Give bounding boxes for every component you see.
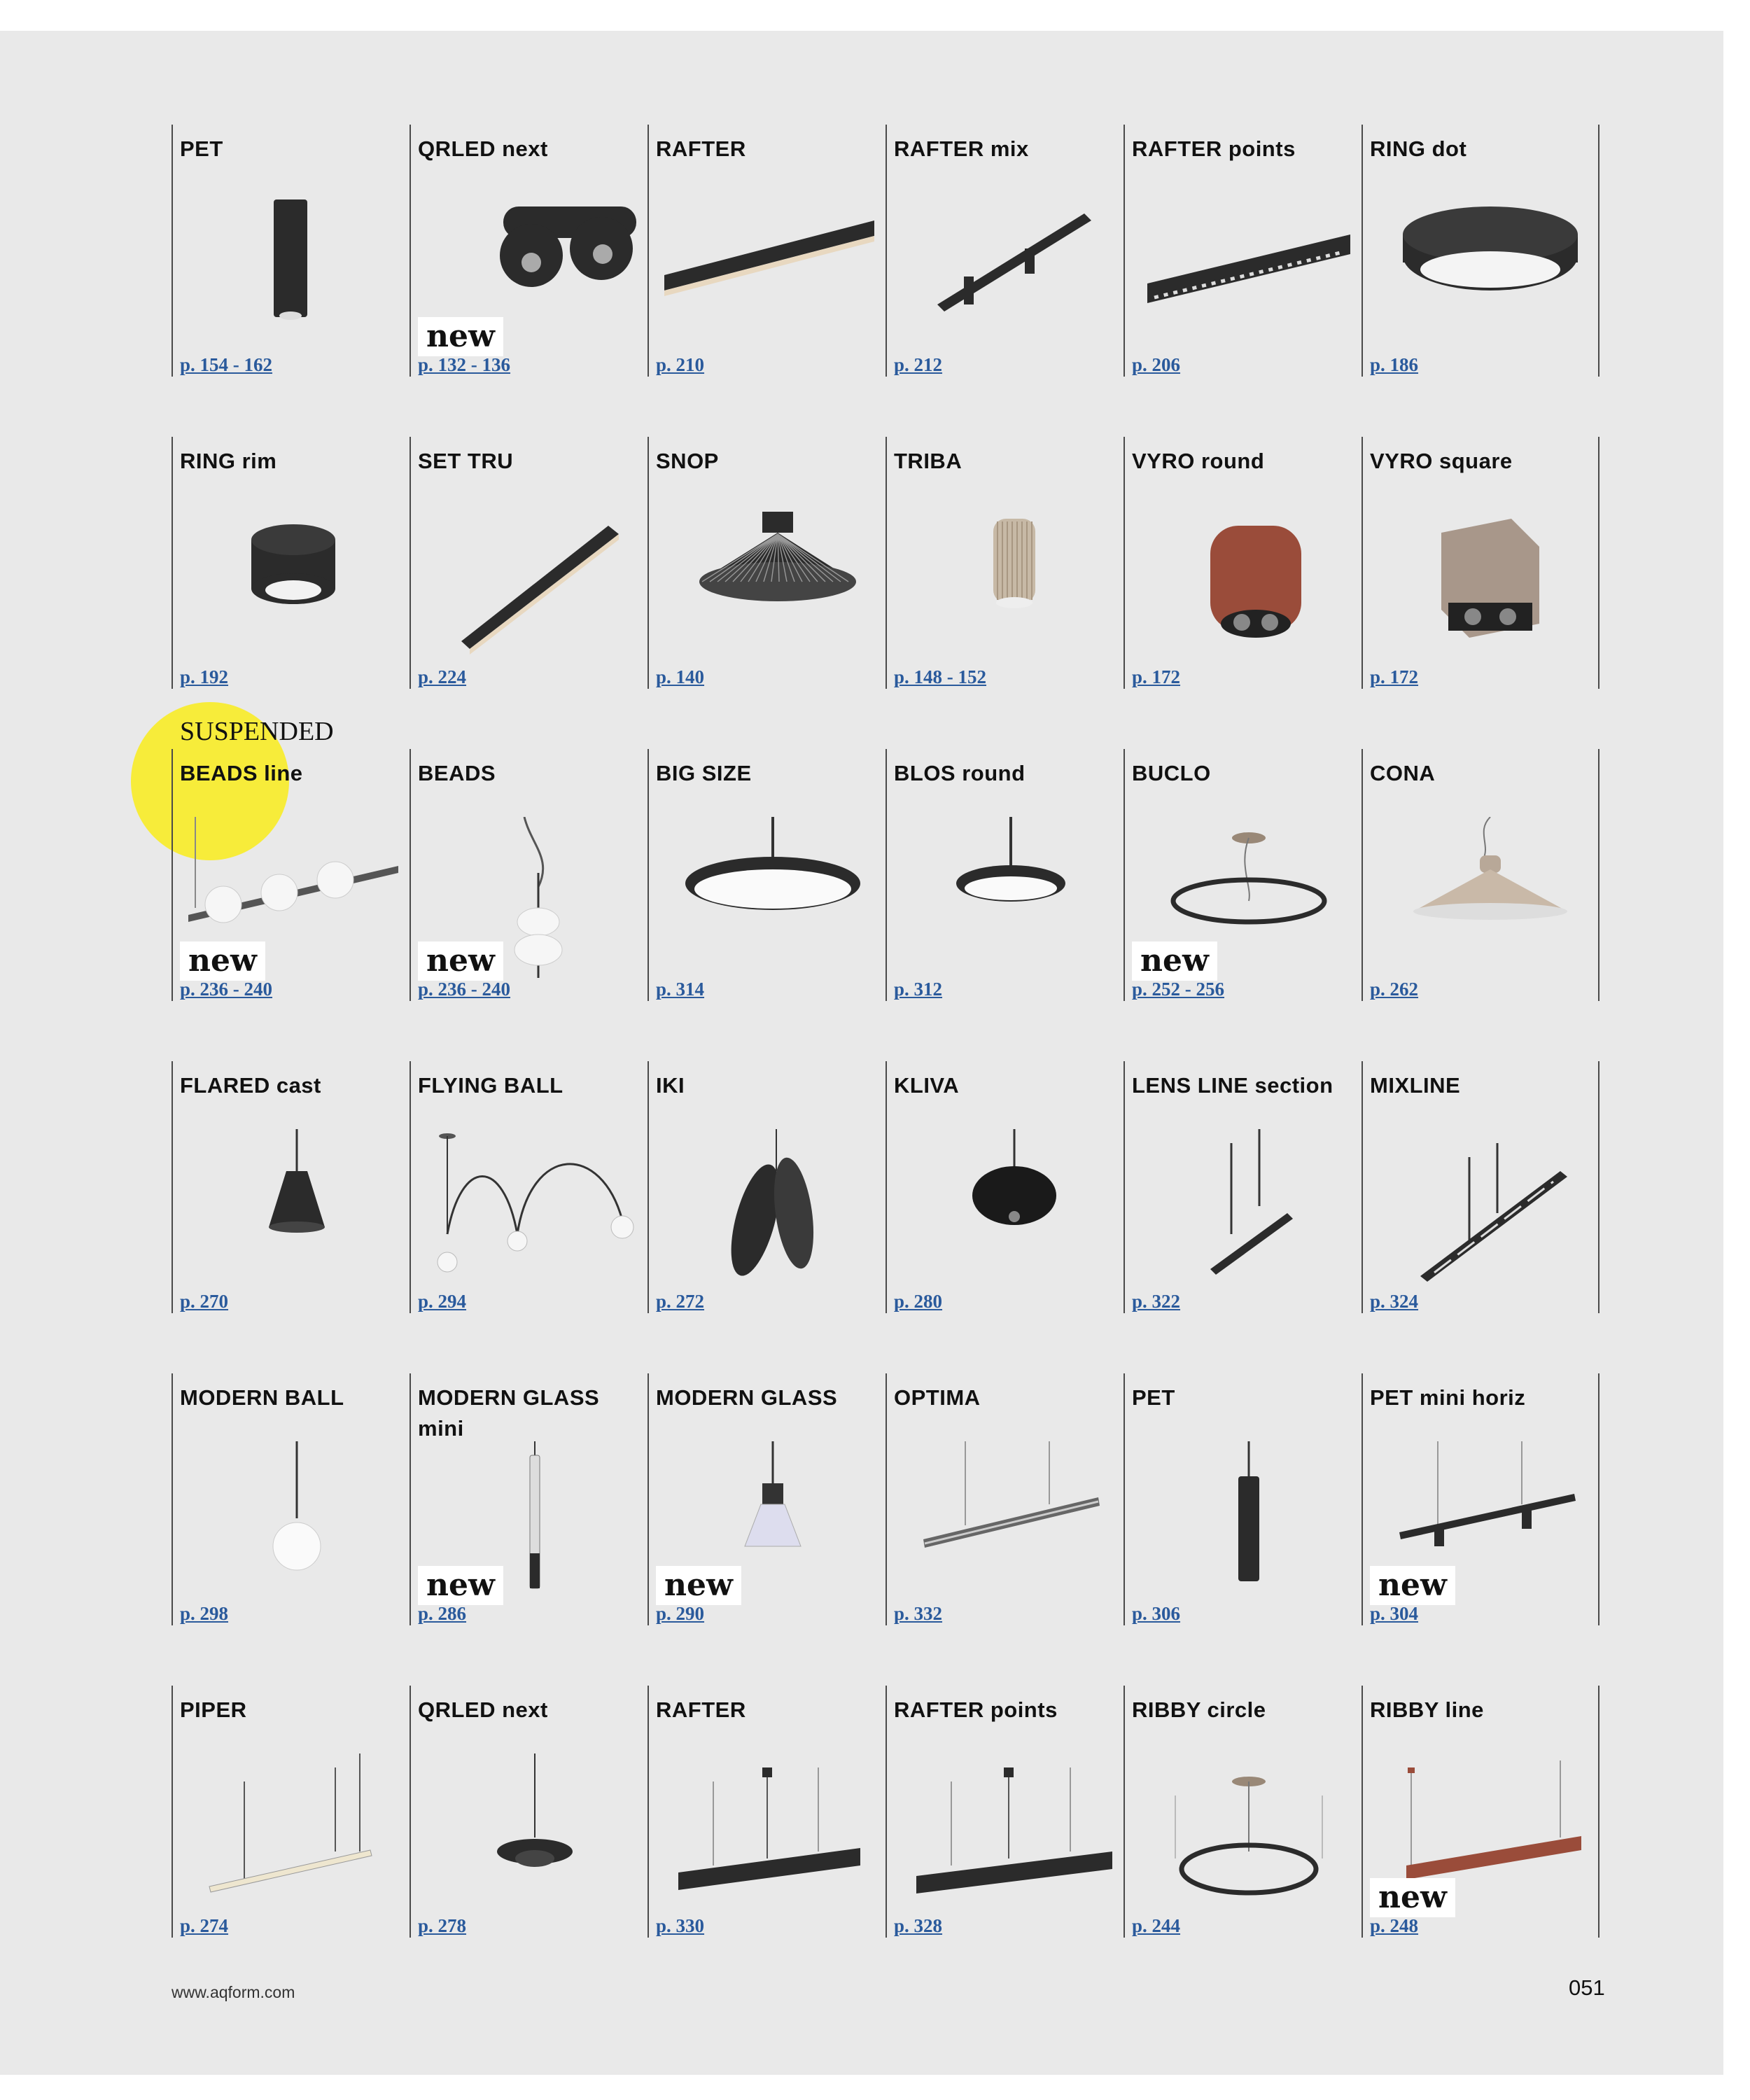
page-link[interactable]: p. 236 - 240	[180, 979, 273, 1000]
product-card[interactable]	[1124, 1654, 1362, 1966]
round-downlight-icon	[181, 505, 405, 666]
product-card[interactable]	[410, 93, 648, 405]
product-name: PIPER	[180, 1698, 247, 1722]
cylinder-spot-icon	[181, 192, 405, 354]
ring-ceiling-icon	[1371, 192, 1595, 354]
product-name: MODERN GLASS	[656, 1385, 838, 1410]
cone-pendant-icon	[1371, 817, 1595, 978]
page-link[interactable]: p. 132 - 136	[418, 354, 511, 375]
product-name: FLYING BALL	[418, 1073, 564, 1098]
page-link[interactable]: p. 312	[894, 979, 943, 1000]
glass-ball-icon	[181, 1441, 405, 1602]
big-disc-pendant-icon	[657, 817, 881, 978]
page-link[interactable]: p. 314	[656, 979, 705, 1000]
track-spot-icon	[895, 192, 1119, 354]
page-link[interactable]: p. 270	[180, 1291, 229, 1312]
product-card[interactable]	[410, 1654, 648, 1966]
page-link[interactable]: p. 298	[180, 1603, 229, 1624]
page-link[interactable]: p. 324	[1370, 1291, 1419, 1312]
diagonal-linear-icon	[419, 505, 643, 666]
new-badge: new	[656, 1566, 741, 1605]
flared-pendant-icon	[181, 1129, 405, 1290]
product-name: RIBBY circle	[1132, 1698, 1266, 1722]
product-card[interactable]	[410, 1342, 648, 1654]
tube-pendant-icon	[1133, 1441, 1357, 1602]
product-card[interactable]	[1362, 1342, 1600, 1654]
page-link[interactable]: p. 140	[656, 666, 705, 687]
product-name: SET TRU	[418, 449, 514, 473]
product-card[interactable]	[648, 93, 886, 405]
page-link[interactable]: p. 274	[180, 1915, 229, 1936]
page-link[interactable]: p. 224	[418, 666, 467, 687]
product-card[interactable]	[886, 1654, 1124, 1966]
page-link[interactable]: p. 294	[418, 1291, 467, 1312]
footer-url[interactable]: www.aqform.com	[172, 1983, 295, 2001]
product-name: IKI	[656, 1073, 685, 1098]
product-card[interactable]	[648, 1342, 886, 1654]
product-name: FLARED cast	[180, 1073, 321, 1098]
product-card[interactable]	[648, 1030, 886, 1342]
product-card[interactable]	[172, 1654, 410, 1966]
product-card[interactable]	[172, 405, 410, 718]
product-card[interactable]	[172, 718, 410, 1030]
product-name: PET	[1132, 1385, 1175, 1410]
product-card[interactable]	[1362, 1654, 1600, 1966]
product-card[interactable]	[1124, 718, 1362, 1030]
page-link[interactable]: p. 280	[894, 1291, 943, 1312]
new-badge: new	[1370, 1566, 1455, 1605]
product-card[interactable]	[1362, 1030, 1600, 1342]
page-link[interactable]: p. 252 - 256	[1132, 979, 1225, 1000]
product-card[interactable]	[1362, 718, 1600, 1030]
product-name: KLIVA	[894, 1073, 960, 1098]
product-name: PET	[180, 136, 223, 161]
product-card[interactable]	[410, 1030, 648, 1342]
product-name: BUCLO	[1132, 761, 1211, 785]
product-name: QRLED next	[418, 136, 548, 161]
product-card[interactable]	[172, 93, 410, 405]
optima-bar-icon	[895, 1441, 1119, 1602]
ring-suspended-icon	[1133, 1754, 1357, 1914]
product-name: VYRO round	[1132, 449, 1265, 473]
page-link[interactable]: p. 262	[1370, 979, 1419, 1000]
product-card[interactable]	[1124, 405, 1362, 718]
ribbed-cylinder-icon	[895, 505, 1119, 666]
new-badge: new	[1132, 941, 1217, 981]
page-link[interactable]: p. 306	[1132, 1603, 1181, 1624]
page-link[interactable]: p. 278	[418, 1915, 467, 1936]
new-badge: new	[1370, 1878, 1455, 1917]
product-name: RING dot	[1370, 136, 1467, 161]
product-card[interactable]	[886, 1342, 1124, 1654]
product-name: BEADS	[418, 761, 496, 785]
product-name: RAFTER mix	[894, 136, 1029, 161]
mixline-icon	[1371, 1129, 1595, 1290]
product-card[interactable]	[1362, 93, 1600, 405]
suspended-points-bar-icon	[895, 1754, 1119, 1914]
page-link[interactable]: p. 210	[656, 354, 705, 375]
product-card[interactable]	[1124, 1342, 1362, 1654]
piper-line-icon	[181, 1754, 405, 1914]
product-name: BLOS round	[894, 761, 1026, 785]
page-link[interactable]: p. 154 - 162	[180, 354, 273, 375]
product-card[interactable]	[1124, 1030, 1362, 1342]
product-name: TRIBA	[894, 449, 962, 473]
page-link[interactable]: p. 272	[656, 1291, 705, 1312]
product-card[interactable]	[886, 1030, 1124, 1342]
page-link[interactable]: p. 332	[894, 1603, 943, 1624]
suspended-bar-icon	[657, 1754, 881, 1914]
product-name: VYRO square	[1370, 449, 1513, 473]
points-bar-icon	[1133, 192, 1357, 354]
lens-line-icon	[1133, 1129, 1357, 1290]
product-card[interactable]	[648, 405, 886, 718]
cone-shade-icon	[657, 505, 881, 666]
page-link[interactable]: p. 212	[894, 354, 943, 375]
beige-box-icon	[1371, 505, 1595, 666]
copper-box-icon	[1133, 505, 1357, 666]
product-card[interactable]	[172, 1342, 410, 1654]
product-card[interactable]	[1362, 405, 1600, 718]
product-name: BEADS line	[180, 761, 303, 785]
product-card[interactable]	[886, 93, 1124, 405]
page-link[interactable]: p. 172	[1132, 666, 1181, 687]
page-link[interactable]: p. 290	[656, 1603, 705, 1624]
product-name: MIXLINE	[1370, 1073, 1461, 1098]
section-label: SUSPENDED	[180, 717, 334, 746]
page-link[interactable]: p. 248	[1370, 1915, 1419, 1936]
product-name: PET mini horiz	[1370, 1385, 1526, 1410]
linear-bar-icon	[657, 192, 881, 354]
small-disc-pendant-icon	[895, 817, 1119, 978]
product-name: SNOP	[656, 449, 719, 473]
page-link[interactable]: p. 286	[418, 1603, 467, 1624]
product-card[interactable]	[648, 1654, 886, 1966]
product-name: RAFTER	[656, 1698, 746, 1722]
wing-pendant-icon	[657, 1129, 881, 1290]
product-name: LENS LINE section	[1132, 1073, 1334, 1098]
product-card[interactable]	[648, 718, 886, 1030]
product-name: OPTIMA	[894, 1385, 981, 1410]
page-link[interactable]: p. 148 - 152	[894, 666, 987, 687]
new-badge: new	[418, 317, 503, 356]
product-name: RAFTER points	[1132, 136, 1296, 161]
product-name: MODERN BALL	[180, 1385, 344, 1410]
product-card[interactable]	[410, 718, 648, 1030]
page-link[interactable]: p. 206	[1132, 354, 1181, 375]
product-name: MODERN GLASS mini	[418, 1385, 600, 1441]
page-link[interactable]: p. 192	[180, 666, 229, 687]
page-link[interactable]: p. 330	[656, 1915, 705, 1936]
page-link[interactable]: p. 244	[1132, 1915, 1181, 1936]
product-grid	[172, 93, 1600, 1966]
arch-balls-icon	[419, 1129, 643, 1290]
product-name: BIG SIZE	[656, 761, 752, 785]
product-name: RIBBY line	[1370, 1698, 1484, 1722]
new-badge: new	[418, 941, 503, 981]
product-name: RAFTER points	[894, 1698, 1058, 1722]
new-badge: new	[180, 941, 265, 981]
product-card[interactable]	[886, 718, 1124, 1030]
product-name: RAFTER	[656, 136, 746, 161]
oval-pendant-icon	[895, 1129, 1119, 1290]
product-card[interactable]	[172, 1030, 410, 1342]
page-link[interactable]: p. 304	[1370, 1603, 1419, 1624]
product-card[interactable]	[1124, 93, 1362, 405]
footer-page-number: 051	[1569, 1975, 1605, 2000]
page-link[interactable]: p. 236 - 240	[418, 979, 511, 1000]
page-link[interactable]: p. 322	[1132, 1291, 1181, 1312]
disc-spot-pendant-icon	[419, 1754, 643, 1914]
page-link[interactable]: p. 328	[894, 1915, 943, 1936]
page-link[interactable]: p. 172	[1370, 666, 1419, 687]
product-name: RING rim	[180, 449, 277, 473]
product-name: QRLED next	[418, 1698, 548, 1722]
new-badge: new	[418, 1566, 503, 1605]
product-card[interactable]	[410, 405, 648, 718]
page-link[interactable]: p. 186	[1370, 354, 1419, 375]
product-name: CONA	[1370, 761, 1436, 785]
product-card[interactable]	[886, 405, 1124, 718]
